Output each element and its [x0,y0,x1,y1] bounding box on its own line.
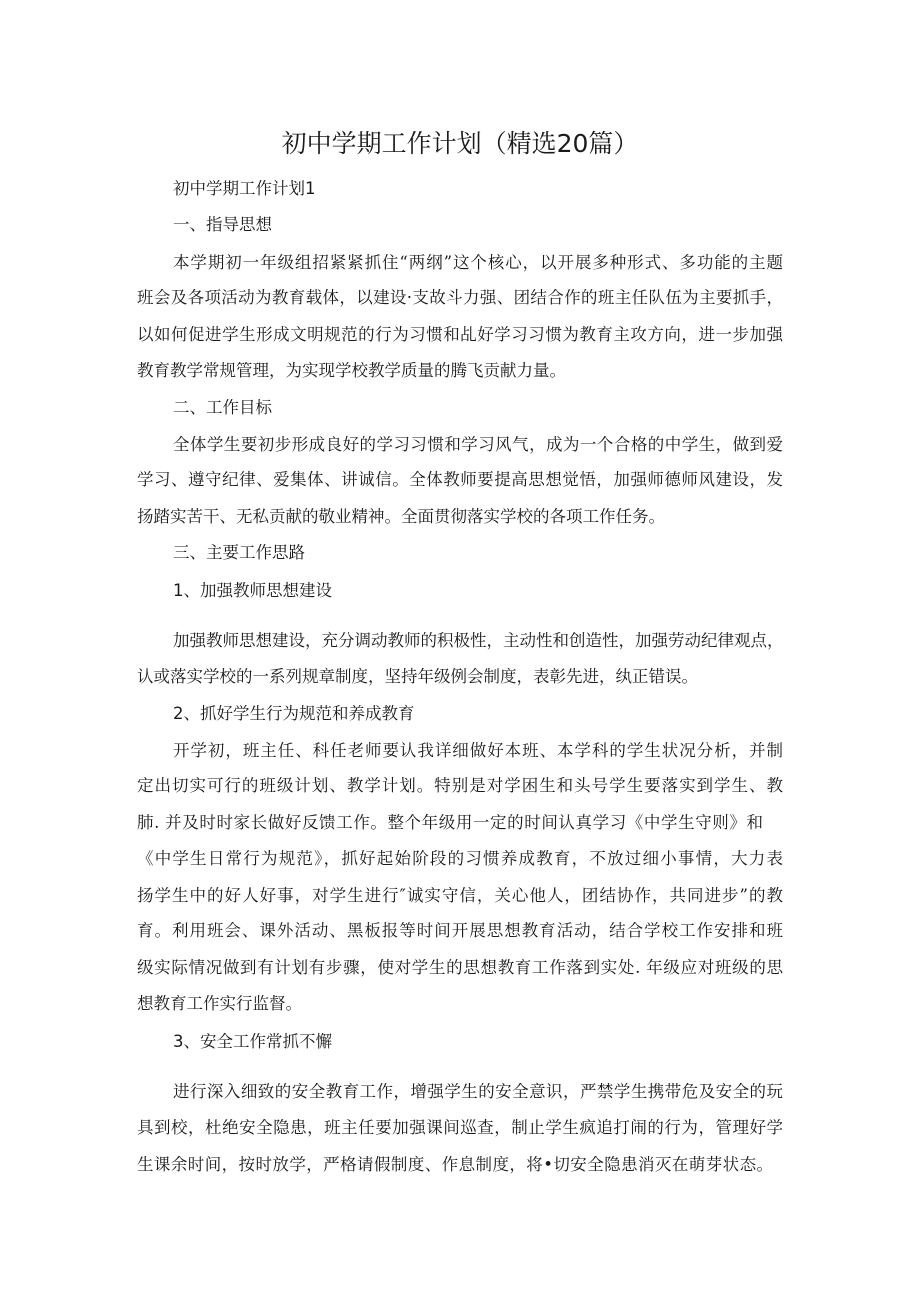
paragraph-line: 想教育工作实行监督。 [137,994,302,1013]
paragraph-line: 班会及各项活动为教育载体，以建设·支故斗力强、团结合作的班主任队伍为主要抓手， [137,288,783,307]
paragraph-line: 《中学生日常行为规范》，抓好起始阶段的习惯养成教育，不放过细小事情，大力表 [137,849,783,868]
paragraph-line: 具到校，杜绝安全隐患，班主任要加强课间巡查，制止学生疯追打闹的行为，管理好学 [137,1118,783,1137]
subsection-heading-teacher-ideology: 1、加强教师思想建设 [173,581,332,600]
paragraph-line: 认或落实学校的一系列规章制度，坚持年级例会制度，表彰先进，纨正错误。 [137,667,698,686]
paragraph-line: 以如何促进学生形成文明规范的行为习惯和乩好学习习惯为教育主攻方向，进一步加强 [137,325,783,344]
paragraph-line: 扬学生中的好人好事，对学生进行″诚实守信，关心他人，团结协作，共同进步”的教 [137,886,783,905]
paragraph-line: 生课余时间，按时放学，严格请假制度、作息制度，将•切安全隐患消灭在萌芽状态。 [137,1155,773,1174]
subsection-heading-safety: 3、安全工作常抓不懈 [173,1032,332,1051]
paragraph-line: 扬踏实苦干、无私贡献的敬业精神。全面贯彻落实学校的各项工作任务。 [137,507,665,526]
section-heading-work-goals: 二、工作目标 [173,398,272,417]
document-title: 初中学期工作计划（精选20篇） [281,129,639,158]
paragraph-line: 教育教学常规管理，为实现学校教学质量的腾飞贡献力量。 [137,361,566,380]
paragraph-line: 肺. 并及时时家长做好反馈工作。整个年级用一定的时间认真学习《中学生守则》和 [137,813,763,832]
subtitle: 初中学期工作计划1 [173,179,316,198]
paragraph-line: 全体学生要初步形成良好的学习习惯和学习风气，成为一个合格的中学生，做到爱 [173,435,783,454]
paragraph-line: 开学初，班主任、科任老师要认我详细做好本班、本学科的学生状况分析，并制 [173,741,783,760]
paragraph-line: 进行深入细致的安全教育工作，增强学生的安全意识，严禁学生携带危及安全的玩 [173,1082,783,1101]
paragraph-line: 定出切实可行的班级计划、教学计划。特别是对学困生和头号学生要落实到学生、教 [137,776,783,795]
paragraph-line: 学习、遵守纪律、爱集体、讲诚信。全体教师要提高思想觉悟，加强师德师风建设，发 [137,470,783,489]
section-heading-guiding-ideology: 一、指导思想 [173,215,272,234]
paragraph-line: 育。利用班会、课外活动、黑板报等时间开展思想教育活动，结合学校工作安排和班 [137,921,783,940]
paragraph-line: 级实际情况做到有计划有步骤，使对学生的思想教育工作落到实处. 年级应对班级的思 [137,958,783,977]
section-heading-main-ideas: 三、主要工作思路 [173,543,305,562]
paragraph-line: 加强教师思想建设，充分调动教师的积极性，主动性和创造性，加强劳动纪律观点， [173,631,784,650]
paragraph-line: 本学期初一年级组招紧紧抓住“两纲”这个核心，以开展多种形式、多功能的主题 [173,253,783,272]
subsection-heading-student-behavior: 2、抓好学生行为规范和养成教育 [173,704,415,723]
